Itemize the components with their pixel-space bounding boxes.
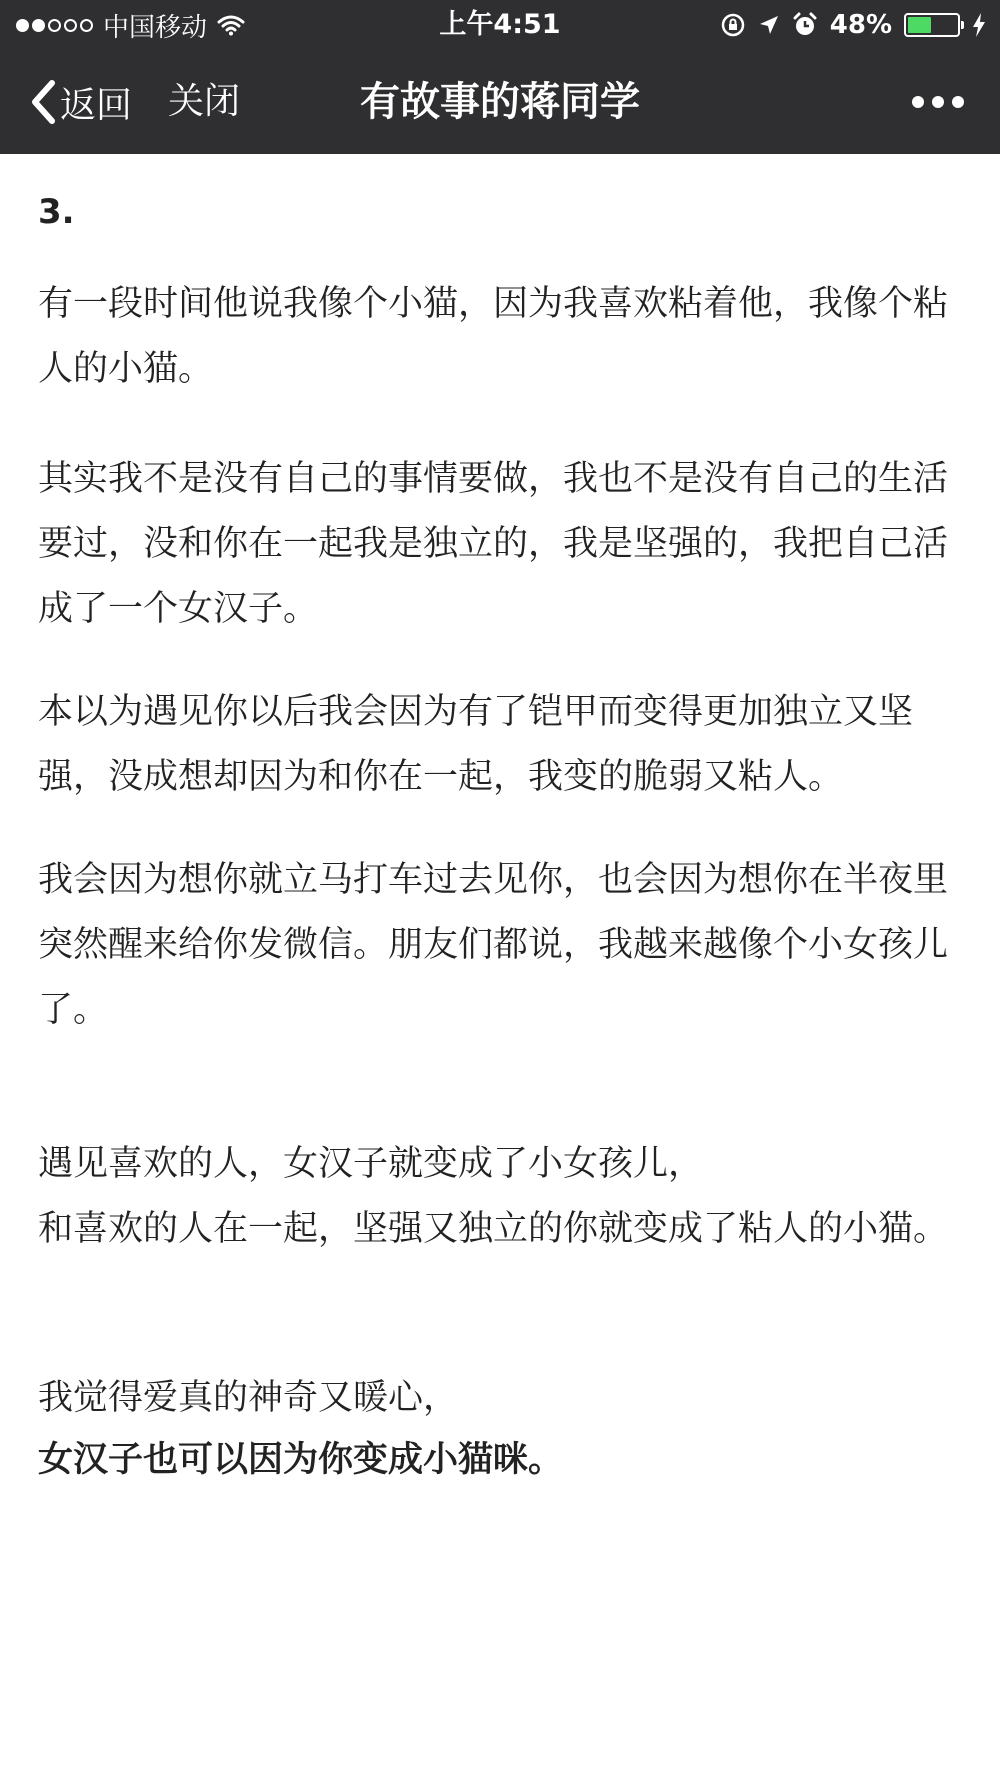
battery-percent: 48% [829, 10, 892, 40]
battery-fill [908, 17, 931, 33]
rotation-lock-icon [720, 12, 746, 38]
article-paragraph: 其实我不是没有自己的事情要做，我也不是没有自己的生活要过，没和你在一起我是独立的，我是坚强的，我把自己活成了一个女汉子。 [38, 459, 949, 629]
status-time: 上午4:51 [439, 9, 561, 40]
more-dot [932, 96, 944, 108]
more-dot [952, 96, 964, 108]
nav-bar [0, 50, 1000, 154]
charging-bolt-icon [972, 13, 986, 37]
article-paragraph: 本以为遇见你以后我会因为有了铠甲而变得更加独立又坚强，没成想却因为和你在一起，我变的脆弱又粘人。 [38, 692, 914, 797]
article-paragraph: 我觉得爱真的神奇又暖心， [38, 1378, 459, 1418]
close-button[interactable]: 关闭 [168, 81, 241, 122]
battery-icon [904, 13, 960, 37]
section-heading: 3. [38, 192, 75, 232]
page-title: 有故事的蒋同学 [360, 79, 640, 125]
status-bar [0, 0, 1000, 50]
carrier-label: 中国移动 [103, 12, 208, 43]
more-dots-icon[interactable] [912, 76, 964, 128]
back-label: 返回 [60, 84, 133, 126]
article-paragraph: 我会因为想你就立马打车过去见你，也会因为想你在半夜里突然醒来给你发微信。朋友们都说，我越来越像个小女孩儿了。 [38, 860, 949, 1030]
alarm-clock-icon [792, 12, 818, 38]
article-closing-bold: 女汉子也可以因为你变成小猫咪。 [38, 1440, 564, 1480]
more-dot [912, 96, 924, 108]
status-right [720, 8, 986, 42]
article-paragraph: 有一段时间他说我像个小猫，因为我喜欢粘着他，我像个粘人的小猫。 [38, 284, 949, 389]
article-paragraph: 遇见喜欢的人，女汉子就变成了小女孩儿， 和喜欢的人在一起，坚强又独立的你就变成了粘人的小猫。 [38, 1144, 949, 1249]
top-bar [0, 0, 1000, 154]
location-arrow-icon [758, 14, 780, 36]
